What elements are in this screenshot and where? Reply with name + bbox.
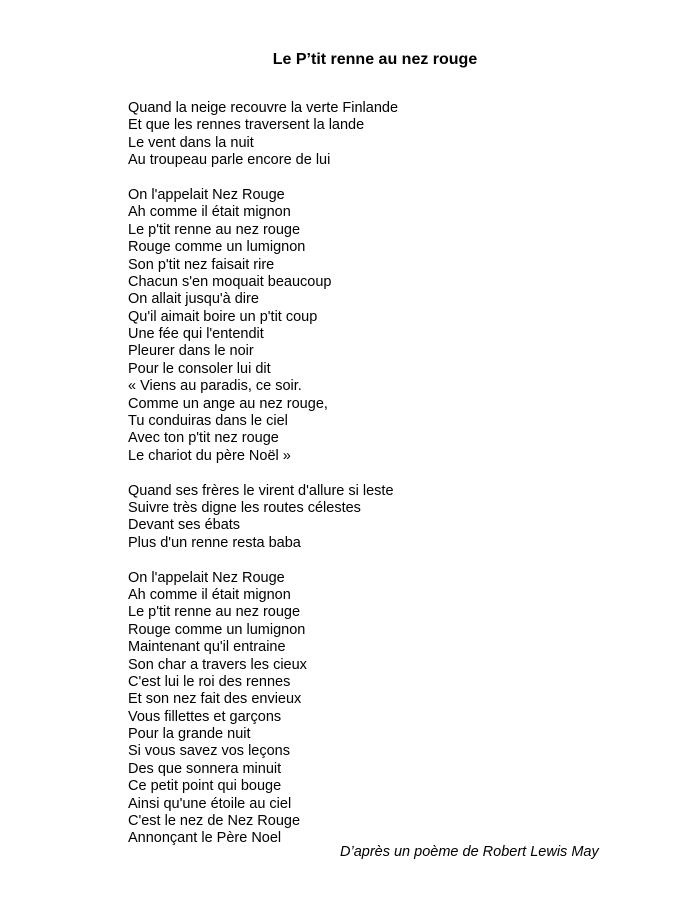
poem-line: Pour le consoler lui dit [128, 360, 271, 377]
poem-line: Devant ses ébats [128, 517, 241, 534]
poem-line: Plus d'un renne resta baba [128, 534, 301, 551]
poem-line: Chacun s'en moquait beaucoup [128, 273, 332, 290]
poem-line: Comme un ange au nez rouge, [128, 395, 328, 412]
poem-body [128, 100, 648, 848]
poem-line: « Viens au paradis, ce soir. [128, 378, 302, 395]
poem-line: Ah comme il était mignon [128, 204, 291, 221]
stanza-gap [128, 552, 648, 569]
poem-line: Des que sonnera minuit [128, 760, 282, 777]
poem-line: On allait jusqu'à dire [128, 291, 259, 308]
poem-line: Maintenant qu'il entraine [128, 639, 286, 656]
poem-line: Rouge comme un lumignon [128, 239, 306, 256]
poem-line: Et que les rennes traversent la lande [128, 117, 365, 134]
poem-line: C'est lui le roi des rennes [128, 673, 291, 690]
poem-line: Suivre très digne les routes célestes [128, 499, 361, 516]
poem-line: Le p'tit renne au nez rouge [128, 604, 301, 621]
stanza-3 [128, 483, 648, 553]
stanza-4 [128, 570, 648, 848]
poem-line: Ainsi qu'une étoile au ciel [128, 795, 292, 812]
poem-line: On l'appelait Nez Rouge [128, 186, 285, 203]
poem-line: Pour la grande nuit [128, 726, 251, 743]
poem-line: Rouge comme un lumignon [128, 621, 306, 638]
poem-line: Le chariot du père Noël » [128, 447, 291, 464]
poem-line: C'est le nez de Nez Rouge [128, 813, 301, 830]
poem-line: Son p'tit nez faisait rire [128, 256, 275, 273]
stanza-1 [128, 100, 648, 170]
poem-line: On l'appelait Nez Rouge [128, 569, 285, 586]
poem-line: Au troupeau parle encore de lui [128, 152, 331, 169]
poem-line: Le p'tit renne au nez rouge [128, 221, 301, 238]
poem-line: Tu conduiras dans le ciel [128, 413, 288, 430]
poem-line: Quand la neige recouvre la verte Finlande [128, 100, 399, 116]
poem-line: Ce petit point qui bouge [128, 778, 282, 795]
stanza-2 [128, 187, 648, 465]
poem-line: Pleurer dans le noir [128, 343, 254, 360]
poem-line: Annonçant le Père Noel [128, 830, 282, 847]
poem-line: Si vous savez vos leçons [128, 743, 290, 760]
poem-line: Son char a travers les cieux [128, 656, 307, 673]
poem-line: Le vent dans la nuit [128, 134, 254, 151]
poem-line: Ah comme il était mignon [128, 586, 291, 603]
poem-line: Une fée qui l'entendit [128, 326, 264, 343]
stanza-gap [128, 170, 648, 187]
poem-line: Avec ton p'tit nez rouge [128, 430, 279, 447]
poem-title: Le P’tit renne au nez rouge [272, 51, 478, 68]
poem-line: Qu'il aimait boire un p'tit coup [128, 308, 318, 325]
author-credit: D’après un poème de Robert Lewis May [340, 844, 599, 860]
poem-line: Quand ses frères le virent d'allure si leste [128, 482, 394, 499]
stanza-gap [128, 465, 648, 482]
poem-line: Vous fillettes et garçons [128, 708, 282, 725]
poem-line: Et son nez fait des envieux [128, 691, 302, 708]
